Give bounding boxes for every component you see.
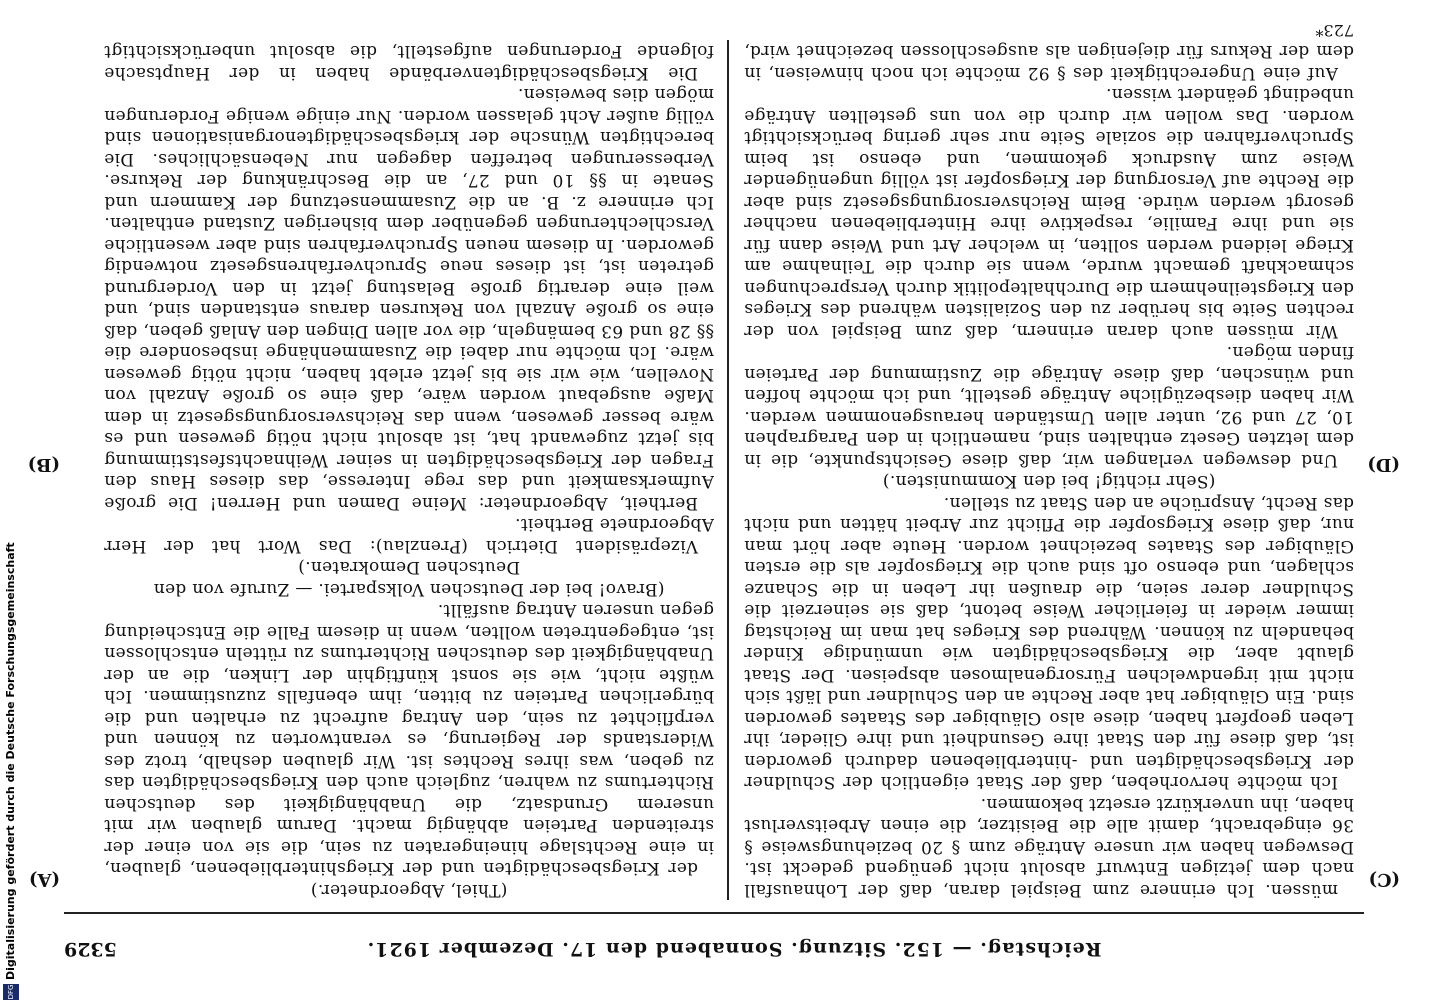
- page-number: 5329: [64, 938, 117, 960]
- paragraph: der Kriegsbeschädigten und der Kriegshinterbliebenen, glauben, in eine Rechtslage hineingeraten zu sein, die sie von einer der streitenden Parteien abhängig macht. Darum glauben wir mit unserem Grundsatz, die Unabhängigkeit des deutschen Richtertums zu wahren, zugleich auch den Kriegsbeschädigten das zu geben, was ihres Rechtes ist. Wir glauben deshalb, trotz des Widerstands der Regierung, es verantworten zu können und verpflichtet zu sein, den Antrag aufrecht zu erhalten und die bürgerlichen Parteien zu bitten, ihm ebenfalls zuzustimmen. Ich wüßte nicht, wie sie sonst künftighin der Linken, die an der Unabhängigkeit des deutschen Richtertums zu rütteln entschlossen ist, entgegentreten wollten, wenn in diesem Falle die Entscheidung gegen unseren Antrag ausfällt.: [104, 600, 714, 879]
- rotated-page-content: [27, 0, 1434, 1000]
- paragraph: Auf eine Ungerechtigkeit des § 92 möchte ich noch hinweisen, in dem der Rekurs für diejenigen als ausgeschlossen bezeichnet wird,: [744, 41, 1354, 83]
- paragraph: Ich möchte hervorheben, daß der Staat eigentlich der Schuldner der Kriegsbeschädigten und -hinterbliebenen dadurch geworden ist, daß diese für den Staat ihre Gesundheit und ihre Glieder, ihr Leben geopfert haben, diese also Gläubiger des Staates geworden sind. Ein Gläubiger hat aber Rechte an den Schuldner und läßt sich nicht mit irgendwelchen Fürsorgenalmosen abspeisen. Der Staat glaubt aber, die Kriegsbeschädigten wie unmündige Kinder behandeln zu können. Während des Krieges hat man im Reichstag immer wieder in feierlicher Weise betont, daß sie seinerzeit die Schuldner derer seien, die draußen ihr Leben in die Schanze schlagen, und ebenso oft sind auch die Kriegsopfer als die ersten Gläubiger des Staates bezeichnet worden. Heute aber hört man nur, daß diese Kriegsopfer die Pflicht zur Arbeit hätten und nicht das Recht, Ansprüche an den Staat zu stellen.: [744, 493, 1354, 793]
- left-text-column: [104, 40, 714, 900]
- dfg-logo: DFG: [3, 984, 19, 1000]
- page-header: [34, 920, 1434, 960]
- margin-marker-a: (A): [29, 869, 60, 890]
- paragraph: (Bravo! bei der Deutschen Volkspartei. — Zurufe von den Deutschen Demokraten.): [153, 557, 665, 599]
- paragraph: Vizepräsident Dietrich (Prenzlau): Das Wort hat der Herr Abgeordnete Bertheit.: [104, 514, 714, 556]
- digitization-credit-text: Digitalisierung gefördert durch die Deutsche Forschungsgemeinschaft: [4, 542, 17, 980]
- sheet-signature: 723*: [1315, 21, 1354, 40]
- right-text-column: [744, 40, 1354, 900]
- paragraph: Wir müssen auch daran erinnern, daß zum Beispiel von der rechten Seite bis herüber zu den Sozialisten während des Krieges den Kriegsteilnehmern die Durchhaltepolitik durch Versprechungen schmackhaft gemacht wurde, wenn sie durch die Teilnahme am Kriege leidend werden sollten, in welcher Art und Weise dann für sie und ihre Familie, respektive ihre Hinterbliebenen nachher gesorgt werden würde. Beim Reichsversorgungsgesetz sind aber die Rechte auf Versorgung der Kriegsopfer ist völlig ungenügender Weise zum Ausdruck gekommen, und ebenso ist beim Spruchverfahren die soziale Seite nur sehr gering berücksichtigt worden. Das wollen wir durch die von uns gestellten Anträge unbedingt geändert wissen.: [744, 84, 1354, 341]
- page-title: Reichstag. — 152. Sitzung. Sonnabend den 17. Dezember 1921.: [366, 938, 1102, 960]
- margin-marker-c: (C): [1368, 869, 1400, 890]
- margin-marker-d: (D): [1367, 454, 1400, 475]
- paragraph: Die Kriegsbeschädigtenverbände haben in der Hauptsache folgende Forderungen aufgestellt, die absolut unberücksichtigt: [104, 41, 714, 83]
- paragraph: (Sehr richtig! bei den Kommunisten.): [882, 471, 1216, 492]
- paragraph: Bertheit, Abgeordneter: Meine Damen und Herren! Die große Aufmerksamkeit und das rege Interesse, das dieses Haus den Fragen der Kriegsbeschädigten in seiner Weihnachtsfeststimmung bis jetzt zugewandt hat, ist absolut nicht nötig gewesen und es wäre besser gewesen, wenn das Reichsversorgungsgesetz in dem Maße ausgebaut worden wäre, daß eine so große Anzahl von Novellen, wie wir sie bis jetzt erlebt haben, nicht nötig gewesen wäre. Ich möchte nur dabei die Zusammenhänge insbesondere die §§ 28 und 63 bemängeln, die vor allen Dingen den Anlaß geben, daß eine so große Anzahl von Rekursen daraus entstanden sind, und weil eine derartig große Belastung jetzt in den Vordergrund getreten ist, ist dieses neue Spruchverfahrensgesetz notwendig geworden. In diesem neuen Spruchverfahren sind aber wesentliche Verschlechterungen gegenüber dem bisherigen Zustand enthalten. Ich erinnere z. B. an die Zusammensetzung der Kammern und Senate in §§ 10 und 27, an die Beschränkung der Rekurse. Verbesserungen betreffen dagegen nur Nebensächliches. Die berechtigten Wünsche der kriegsbeschädigtenorganisationen sind völlig außer Acht gelassen worden. Nur einige wenige Forderungen mögen dies beweisen.: [104, 84, 714, 513]
- margin-marker-b: (B): [27, 454, 60, 475]
- header-rule: [64, 912, 1364, 914]
- paragraph: müssen. Ich erinnere zum Beispiel daran, daß der Lohnausfall nach dem jetzigen Entwurf absolut nicht genügend gedeckt ist. Deswegen haben wir unsere Anträge zum § 20 beziehungsweise § 36 eingebracht, damit alle die Beisitzer, die einen Arbeitsverlust haben, ihn unverkürzt ersetzt bekommen.: [744, 794, 1354, 900]
- paragraph: (Thiel, Abgeordneter.): [310, 880, 508, 900]
- digitization-credit: [2, 542, 22, 1000]
- column-divider: [727, 40, 729, 900]
- paragraph: Und deswegen verlangen wir, daß diese Gesichtspunkte, die in dem letzten Gesetz enthalten sind, namentlich in den Paragraphen 10, 27 und 92, unter allen Umständen herausgenommen werden. Wir haben diesbezügliche Anträge gestellt, und ich möchte hoffen und wünschen, daß diese Anträge die Zustimmung der Parteien finden mögen.: [744, 342, 1354, 470]
